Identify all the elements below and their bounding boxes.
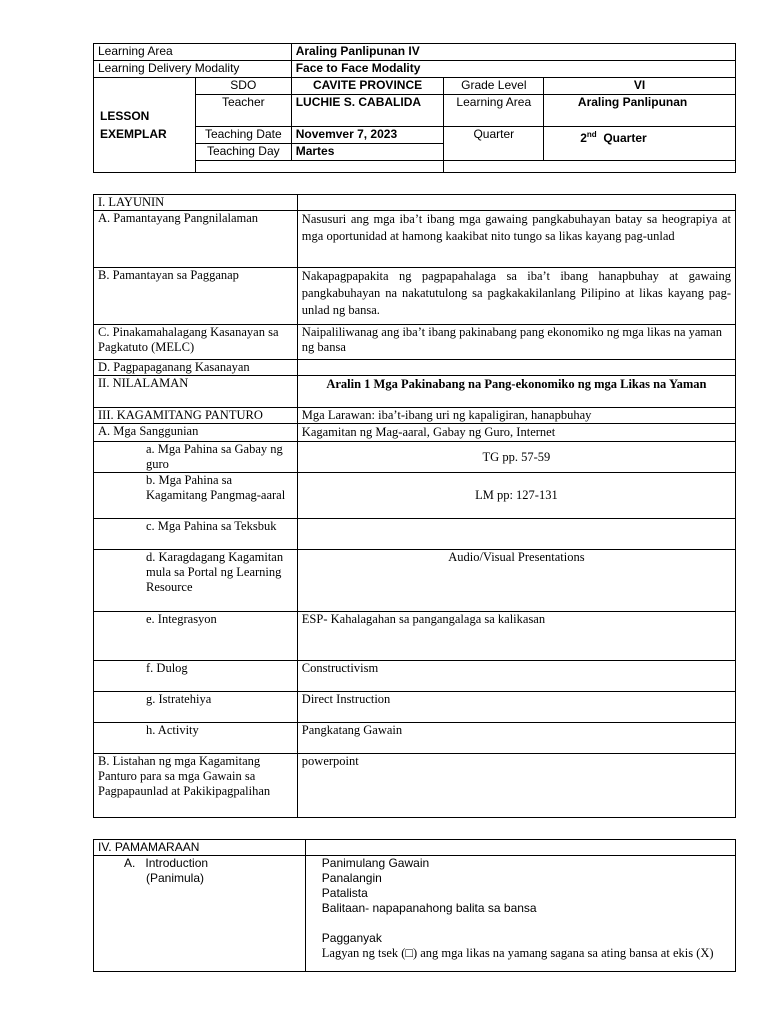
quarter-number: 2 (580, 131, 587, 145)
spacer (322, 916, 731, 931)
pagpapaganang-kasanayan-label: D. Pagpapaganang Kasanayan (94, 360, 298, 376)
teaching-day-label: Teaching Day (195, 144, 291, 161)
nilalaman-label: II. NILALAMAN (94, 376, 298, 408)
pamamaraan-heading: IV. PAMAMARAAN (94, 840, 306, 856)
introduction-content (305, 856, 735, 972)
teaching-day-value: Martes (291, 144, 444, 161)
blank-cell (291, 161, 444, 173)
panalangin: Panalangin (321, 871, 382, 885)
teksbuk-value (297, 519, 735, 550)
lesson-exemplar-title (94, 78, 196, 173)
istratehiya-value: Direct Instruction (297, 692, 735, 723)
dulog-label: f. Dulog (94, 661, 298, 692)
learning-area-value-2: Araling Panlipunan (544, 95, 736, 127)
listahan-value: powerpoint (297, 754, 735, 818)
sanggunian-value: Kagamitan ng Mag-aaral, Gabay ng Guro, Internet (297, 424, 735, 442)
pamantayang-pangnilalaman-label: A. Pamantayang Pangnilalaman (94, 211, 298, 268)
patalista: Patalista (321, 886, 368, 900)
quarter-suffix: nd (586, 130, 597, 139)
panimula-label: (Panimula) (146, 871, 205, 885)
listahan-label: B. Listahan ng mga Kagamitang Panturo para sa mga Gawain sa Pagpapaunlad at Pakikipagpalihan (94, 754, 298, 818)
lesson-header-table (93, 43, 736, 173)
teaching-date-value: Novemver 7, 2023 (291, 127, 444, 144)
integrasyon-label: e. Integrasyon (94, 612, 298, 661)
procedure-table (93, 839, 736, 972)
gabay-guro-value: TG pp. 57-59 (297, 442, 735, 473)
dulog-value: Constructivism (297, 661, 735, 692)
teacher-label: Teacher (195, 95, 291, 127)
activity-value: Pangkatang Gawain (297, 723, 735, 754)
blank-cell (195, 161, 291, 173)
quarter-label: Quarter (444, 127, 544, 161)
integrasyon-value: ESP- Kahalagahan sa pangangalaga sa kalikasan (297, 612, 735, 661)
karagdagang-kagamitan-label: d. Karagdagang Kagamitan mula sa Portal ng Learning Resource (94, 550, 298, 612)
blank-cell (305, 840, 735, 856)
lesson-title-line1: LESSON (100, 109, 150, 123)
karagdagang-kagamitan-value: Audio/Visual Presentations (297, 550, 735, 612)
teacher-value: LUCHIE S. CABALIDA (291, 95, 444, 127)
kagamitang-panturo-value: Mga Larawan: iba’t-ibang uri ng kapaligiran, hanapbuhay (297, 408, 735, 424)
pamantayan-pagganap-value: Nakapagpapakita ng pagpapahalaga sa iba’t ibang hanapbuhay at gawaing pangkabuhayan na nakatutulong sa pagkakakilanlang Pilipino at likas kayang pag-unlad ng bansa. (297, 268, 735, 325)
modality-value: Face to Face Modality (291, 61, 735, 78)
kagamitang-pangmag-aaral-label: b. Mga Pahina sa Kagamitang Pangmag-aaral (94, 473, 298, 519)
quarter-word: Quarter (603, 131, 647, 145)
modality-label: Learning Delivery Modality (94, 61, 292, 78)
istratehiya-label: g. Istratehiya (94, 692, 298, 723)
pamantayang-pangnilalaman-value: Nasusuri ang mga iba’t ibang mga gawaing pangkabuhayan batay sa heograpiya at mga oportunidad at hamong kaakibat nito tungo sa likas kayang pag-unlad (297, 211, 735, 268)
introduction-label (124, 856, 301, 871)
learning-area-label-2: Learning Area (444, 95, 544, 127)
pamantayan-pagganap-label: B. Pamantayan sa Pagganap (94, 268, 298, 325)
introduction-letter: A. (124, 856, 136, 870)
kagamitang-pangmag-aaral-value: LM pp: 127-131 (297, 473, 735, 519)
teaching-date-label: Teaching Date (195, 127, 291, 144)
activity-label: h. Activity (94, 723, 298, 754)
sdo-label: SDO (195, 78, 291, 95)
quarter-value (544, 127, 736, 161)
melc-value: Naipaliliwanag ang iba’t ibang pakinabang pang ekonomiko ng mga likas na yaman ng bansa (297, 325, 735, 360)
pagganyak-instruction: Lagyan ng tsek (□) ang mga likas na yamang sagana sa ating bansa at ekis (X) (321, 946, 714, 960)
lesson-plan-table (93, 194, 736, 818)
balitaan: Balitaan- napapanahong balita sa bansa (321, 901, 537, 915)
grade-level-value: VI (544, 78, 736, 95)
blank-cell (297, 195, 735, 211)
sanggunian-label: A. Mga Sanggunian (94, 424, 298, 442)
melc-label: C. Pinakamahalagang Kasanayan sa Pagkatuto (MELC) (94, 325, 298, 360)
pagganyak: Pagganyak (321, 931, 382, 945)
sdo-value: CAVITE PROVINCE (291, 78, 444, 95)
blank-cell (297, 360, 735, 376)
layunin-heading: I. LAYUNIN (94, 195, 298, 211)
learning-area-label: Learning Area (94, 44, 292, 61)
introduction-label-cell (94, 856, 306, 972)
kagamitang-panturo-label: III. KAGAMITANG PANTURO (94, 408, 298, 424)
grade-level-label: Grade Level (444, 78, 544, 95)
blank-cell (444, 161, 736, 173)
teksbuk-label: c. Mga Pahina sa Teksbuk (94, 519, 298, 550)
nilalaman-value: Aralin 1 Mga Pakinabang na Pang-ekonomiko ng mga Likas na Yaman (297, 376, 735, 408)
lesson-title-line2: EXEMPLAR (100, 127, 167, 141)
gabay-guro-label: a. Mga Pahina sa Gabay ng guro (94, 442, 298, 473)
introduction-text: Introduction (145, 856, 209, 870)
learning-area-value: Araling Panlipunan IV (291, 44, 735, 61)
panimulang-gawain: Panimulang Gawain (321, 856, 430, 870)
